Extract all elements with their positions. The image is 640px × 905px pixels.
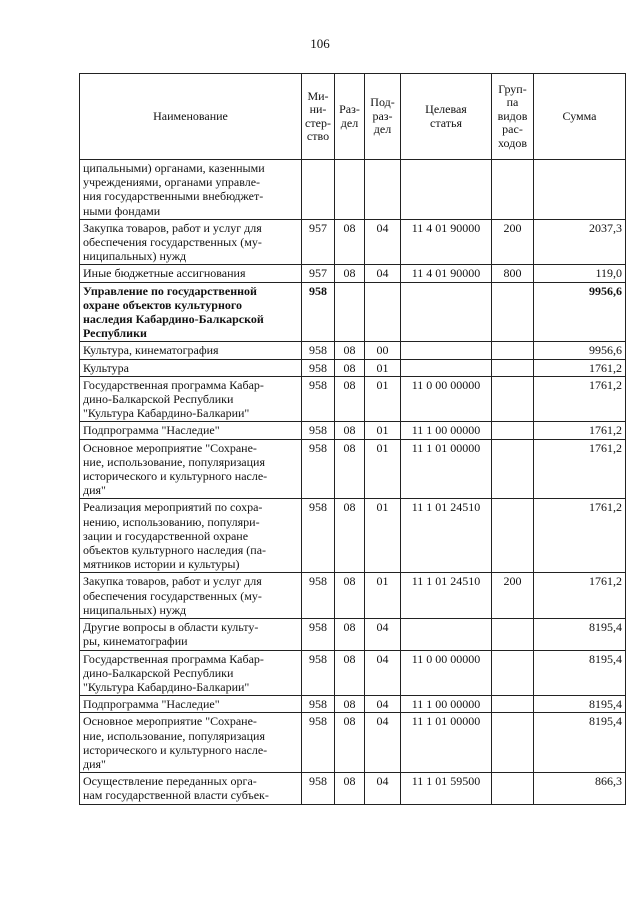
row-ministry: 958 xyxy=(302,499,335,573)
row-subsection: 04 xyxy=(365,713,401,773)
row-name-line: Государственная программа Кабар- xyxy=(83,651,264,666)
row-subsection: 04 xyxy=(365,265,401,282)
row-target: 11 0 00 00000 xyxy=(401,376,492,422)
table-row xyxy=(80,376,626,422)
row-name-line: ры, кинематографии xyxy=(83,634,188,649)
row-section: 08 xyxy=(335,265,365,282)
header-row xyxy=(80,74,626,160)
row-expense-group xyxy=(492,376,534,422)
row-ministry: 957 xyxy=(302,219,335,265)
row-name-line: Закупка товаров, работ и услуг для xyxy=(83,220,262,235)
row-ministry: 958 xyxy=(302,650,335,696)
row-name-line: Осуществление переданных орга- xyxy=(83,774,257,789)
table-row xyxy=(80,342,626,359)
header-section: Раз- дел xyxy=(335,74,365,160)
header-ministry: Ми- ни- стер- ство xyxy=(302,74,335,160)
row-name xyxy=(80,773,302,804)
row-expense-group xyxy=(492,342,534,359)
row-ministry: 958 xyxy=(302,619,335,650)
row-subsection: 01 xyxy=(365,573,401,619)
row-amount: 8195,4 xyxy=(534,696,626,713)
row-name-line: ние, использование, популяризация xyxy=(83,728,265,743)
row-target xyxy=(401,282,492,342)
row-expense-group xyxy=(492,650,534,696)
row-amount: 866,3 xyxy=(534,773,626,804)
row-name-line: дино-Балкарской Республики xyxy=(83,392,234,407)
row-name-line: исторического и культурного насле- xyxy=(83,469,268,484)
row-ministry: 958 xyxy=(302,773,335,804)
row-subsection xyxy=(365,282,401,342)
row-section: 08 xyxy=(335,696,365,713)
row-name-line: дия" xyxy=(83,756,106,771)
row-name-line: Реализация мероприятий по сохра- xyxy=(83,500,263,515)
header-subsection: Под- раз- дел xyxy=(365,74,401,160)
row-section: 08 xyxy=(335,219,365,265)
row-name xyxy=(80,713,302,773)
table-row xyxy=(80,160,626,220)
row-name-line: Республики xyxy=(83,326,147,341)
row-ministry: 958 xyxy=(302,696,335,713)
row-expense-group: 800 xyxy=(492,265,534,282)
row-ministry: 958 xyxy=(302,439,335,499)
header-target: Целевая статья xyxy=(401,74,492,160)
row-subsection xyxy=(365,160,401,220)
row-name-line: ние, использование, популяризация xyxy=(83,454,265,469)
row-name xyxy=(80,499,302,573)
header-expense-group: Груп- па видов рас- ходов xyxy=(492,74,534,160)
row-amount: 1761,2 xyxy=(534,359,626,376)
row-ministry: 958 xyxy=(302,282,335,342)
row-name-line: зации и государственной охране xyxy=(83,528,249,543)
row-amount: 119,0 xyxy=(534,265,626,282)
row-amount: 8195,4 xyxy=(534,619,626,650)
row-name xyxy=(80,265,302,282)
row-expense-group xyxy=(492,696,534,713)
table-row xyxy=(80,499,626,573)
row-name-line: исторического и культурного насле- xyxy=(83,742,268,757)
row-name-line: наследия Кабардино-Балкарской xyxy=(83,312,264,327)
row-name xyxy=(80,376,302,422)
row-section: 08 xyxy=(335,422,365,439)
row-name-line: "Культура Кабардино-Балкарии" xyxy=(83,679,250,694)
row-subsection: 04 xyxy=(365,219,401,265)
row-name xyxy=(80,696,302,713)
row-ministry: 958 xyxy=(302,342,335,359)
table-row xyxy=(80,619,626,650)
row-name xyxy=(80,282,302,342)
row-subsection: 01 xyxy=(365,499,401,573)
row-target: 11 1 01 00000 xyxy=(401,439,492,499)
row-expense-group xyxy=(492,282,534,342)
row-ministry: 958 xyxy=(302,359,335,376)
row-expense-group xyxy=(492,422,534,439)
row-target xyxy=(401,359,492,376)
row-subsection: 04 xyxy=(365,773,401,804)
row-section: 08 xyxy=(335,713,365,773)
row-name xyxy=(80,422,302,439)
row-name-line: объектов культурного наследия (па- xyxy=(83,543,267,558)
row-expense-group: 200 xyxy=(492,573,534,619)
row-amount: 2037,3 xyxy=(534,219,626,265)
table-row xyxy=(80,573,626,619)
row-target: 11 1 00 00000 xyxy=(401,422,492,439)
row-subsection: 01 xyxy=(365,439,401,499)
row-name xyxy=(80,650,302,696)
row-section: 08 xyxy=(335,439,365,499)
row-amount: 1761,2 xyxy=(534,499,626,573)
row-name-line: мятников истории и культуры) xyxy=(83,557,240,572)
row-name-line: обеспечения государственных (му- xyxy=(83,588,262,603)
row-name xyxy=(80,573,302,619)
row-amount: 9956,6 xyxy=(534,342,626,359)
row-name xyxy=(80,219,302,265)
row-target xyxy=(401,342,492,359)
row-amount: 1761,2 xyxy=(534,439,626,499)
row-subsection: 04 xyxy=(365,619,401,650)
row-name-line: обеспечения государственных (му- xyxy=(83,235,262,250)
row-expense-group xyxy=(492,773,534,804)
table-row xyxy=(80,713,626,773)
row-name-line: Другие вопросы в области культу- xyxy=(83,620,259,635)
row-expense-group xyxy=(492,499,534,573)
row-section: 08 xyxy=(335,342,365,359)
row-name-line: Государственная программа Кабар- xyxy=(83,377,264,392)
row-amount xyxy=(534,160,626,220)
row-name-line: Культура, кинематография xyxy=(83,343,219,358)
table-row xyxy=(80,439,626,499)
row-section: 08 xyxy=(335,359,365,376)
row-section xyxy=(335,160,365,220)
row-subsection: 04 xyxy=(365,650,401,696)
row-ministry: 958 xyxy=(302,713,335,773)
row-name xyxy=(80,342,302,359)
row-ministry: 957 xyxy=(302,265,335,282)
row-name-line: Культура xyxy=(83,360,129,375)
row-subsection: 01 xyxy=(365,422,401,439)
row-expense-group xyxy=(492,439,534,499)
row-name-line: дино-Балкарской Республики xyxy=(83,665,234,680)
row-name-line: Подпрограмма "Наследие" xyxy=(83,423,220,438)
row-expense-group xyxy=(492,619,534,650)
table-row xyxy=(80,282,626,342)
row-name-line: Управление по государственной xyxy=(83,283,257,298)
row-subsection: 01 xyxy=(365,359,401,376)
row-target: 11 1 01 24510 xyxy=(401,499,492,573)
row-name-line: Основное мероприятие "Сохране- xyxy=(83,714,257,729)
row-section: 08 xyxy=(335,650,365,696)
row-subsection: 00 xyxy=(365,342,401,359)
row-target: 11 1 00 00000 xyxy=(401,696,492,713)
row-name xyxy=(80,439,302,499)
row-name-line: ния государственными внебюджет- xyxy=(83,189,264,204)
table-row xyxy=(80,265,626,282)
row-section: 08 xyxy=(335,376,365,422)
row-name-line: охране объектов культурного xyxy=(83,297,243,312)
row-target: 11 1 01 24510 xyxy=(401,573,492,619)
header-name: Наименование xyxy=(80,74,302,160)
row-amount: 1761,2 xyxy=(534,376,626,422)
table-row xyxy=(80,359,626,376)
row-target: 11 4 01 90000 xyxy=(401,219,492,265)
row-name-line: ниципальных) нужд xyxy=(83,249,187,264)
row-target: 11 4 01 90000 xyxy=(401,265,492,282)
row-subsection: 04 xyxy=(365,696,401,713)
row-name-line: ными фондами xyxy=(83,203,161,218)
row-section: 08 xyxy=(335,499,365,573)
page-number: 106 xyxy=(310,36,330,51)
row-expense-group xyxy=(492,359,534,376)
row-amount: 8195,4 xyxy=(534,650,626,696)
table-row xyxy=(80,696,626,713)
row-target: 11 0 00 00000 xyxy=(401,650,492,696)
budget-table xyxy=(79,73,626,805)
row-name xyxy=(80,160,302,220)
row-amount: 1761,2 xyxy=(534,422,626,439)
row-section: 08 xyxy=(335,619,365,650)
row-target: 11 1 01 59500 xyxy=(401,773,492,804)
row-name xyxy=(80,619,302,650)
table-row xyxy=(80,773,626,804)
row-amount: 9956,6 xyxy=(534,282,626,342)
row-section: 08 xyxy=(335,773,365,804)
row-name-line: нам государственной власти субъек- xyxy=(83,788,269,803)
row-ministry: 958 xyxy=(302,573,335,619)
table-row xyxy=(80,219,626,265)
row-expense-group: 200 xyxy=(492,219,534,265)
row-expense-group xyxy=(492,160,534,220)
row-name-line: Основное мероприятие "Сохране- xyxy=(83,440,257,455)
row-name-line: Иные бюджетные ассигнования xyxy=(83,266,246,281)
row-target xyxy=(401,160,492,220)
row-name-line: нению, использованию, популяри- xyxy=(83,514,260,529)
row-expense-group xyxy=(492,713,534,773)
row-ministry xyxy=(302,160,335,220)
row-section: 08 xyxy=(335,573,365,619)
row-name-line: Закупка товаров, работ и услуг для xyxy=(83,574,262,589)
row-name xyxy=(80,359,302,376)
row-target xyxy=(401,619,492,650)
row-name-line: "Культура Кабардино-Балкарии" xyxy=(83,406,250,421)
row-name-line: ниципальных) нужд xyxy=(83,602,187,617)
row-name-line: учреждениями, органами управле- xyxy=(83,175,261,190)
table-row xyxy=(80,422,626,439)
row-section xyxy=(335,282,365,342)
table-row xyxy=(80,650,626,696)
row-target: 11 1 01 00000 xyxy=(401,713,492,773)
row-ministry: 958 xyxy=(302,376,335,422)
row-name-line: дия" xyxy=(83,483,106,498)
row-name-line: ципальными) органами, казенными xyxy=(83,161,265,175)
header-amount: Сумма xyxy=(534,74,626,160)
row-amount: 8195,4 xyxy=(534,713,626,773)
row-name-line: Подпрограмма "Наследие" xyxy=(83,697,220,712)
row-amount: 1761,2 xyxy=(534,573,626,619)
row-subsection: 01 xyxy=(365,376,401,422)
row-ministry: 958 xyxy=(302,422,335,439)
